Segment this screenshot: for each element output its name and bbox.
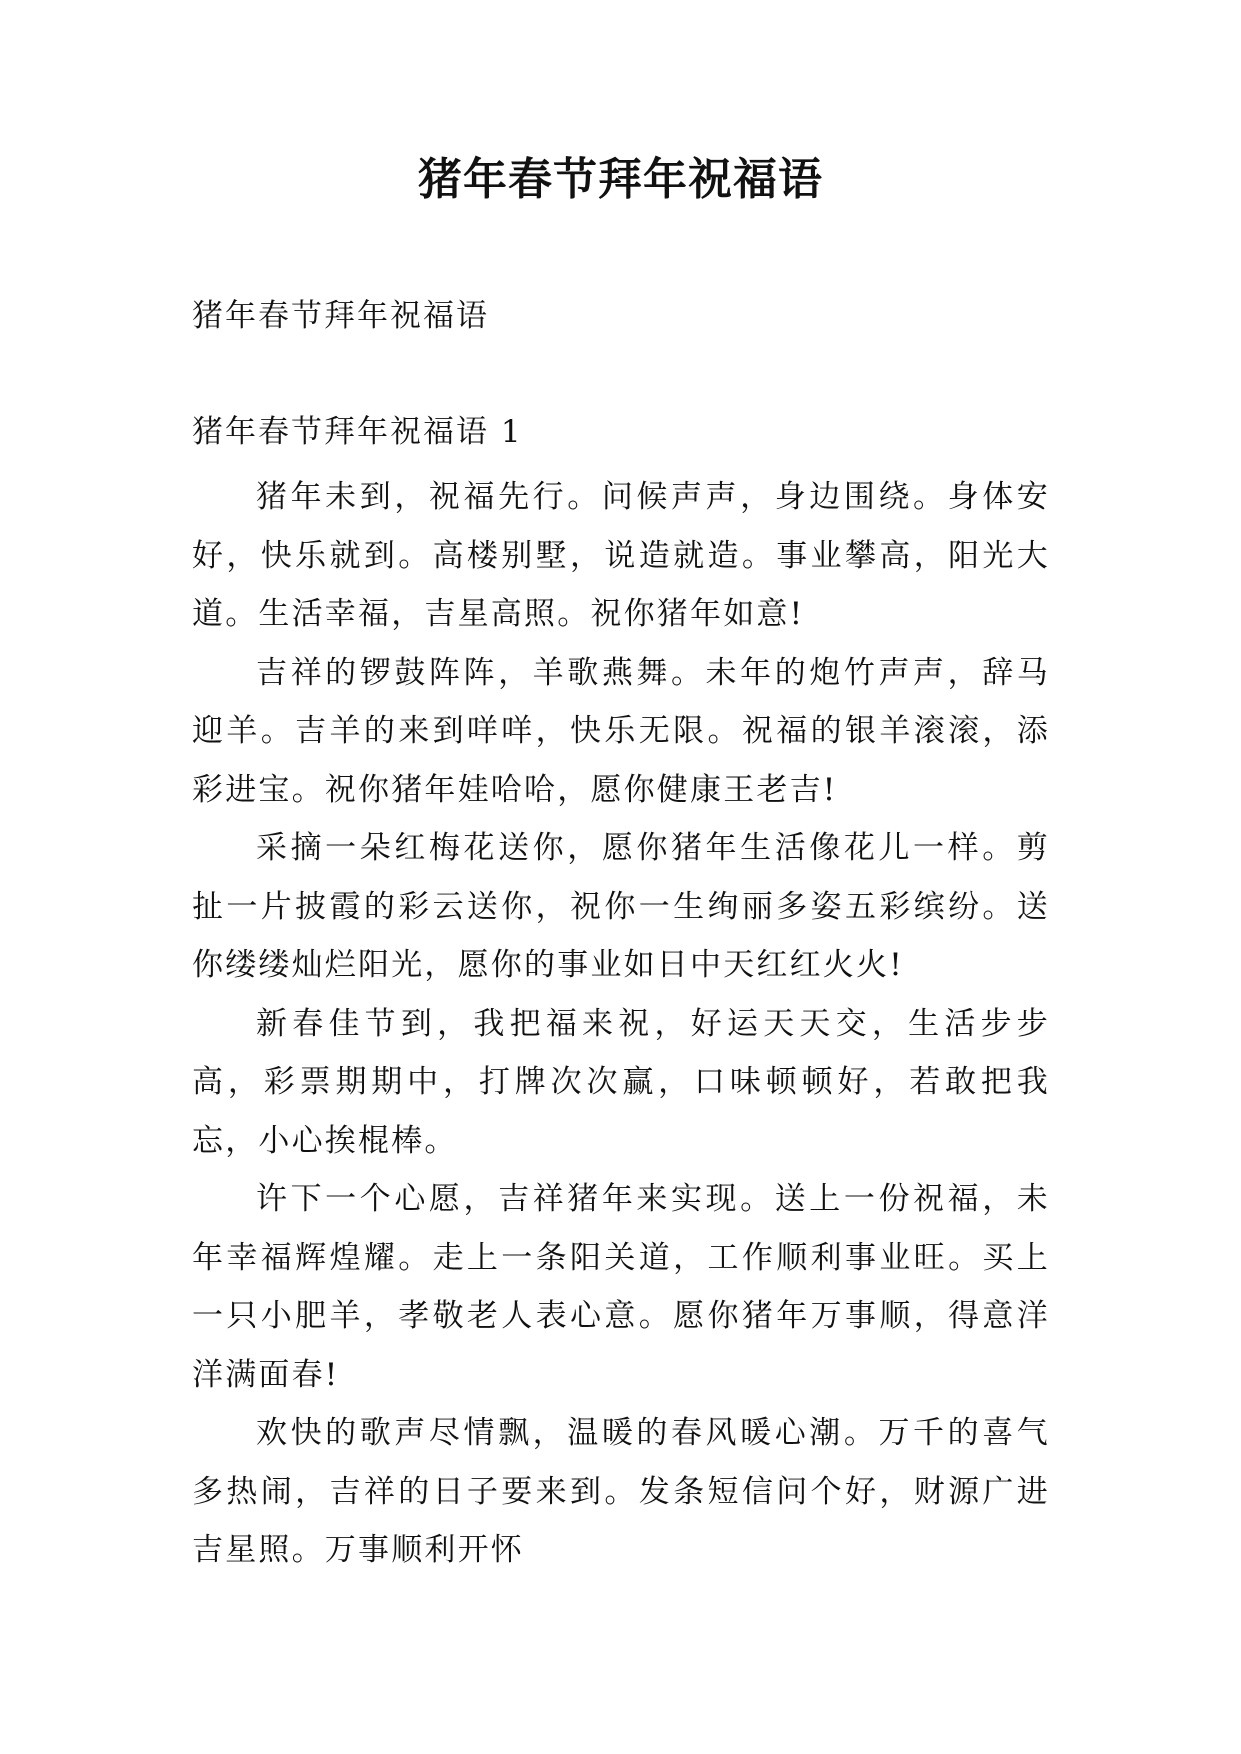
document-title: 猪年春节拜年祝福语 xyxy=(418,154,823,205)
paragraph-1: 猪年未到，祝福先行。问候声声，身边围绕。身体安好，快乐就到。高楼别墅，说造就造。事业攀高，阳光大道。生活幸福，吉星高照。祝你猪年如意! xyxy=(192,479,1050,632)
paragraph-5: 许下一个心愿，吉祥猪年来实现。送上一份祝福，未年幸福辉煌耀。走上一条阳关道，工作顺利事业旺。买上一只小肥羊，孝敬老人表心意。愿你猪年万事顺，得意洋洋满面春! xyxy=(192,1181,1050,1393)
paragraph-3: 采摘一朵红梅花送你，愿你猪年生活像花儿一样。剪扯一片披霞的彩云送你，祝你一生绚丽多姿五彩缤纷。送你缕缕灿烂阳光，愿你的事业如日中天红红火火! xyxy=(192,830,1050,983)
document-subtitle: 猪年春节拜年祝福语 xyxy=(192,298,489,334)
paragraph-6: 欢快的歌声尽情飘，温暖的春风暖心潮。万千的喜气多热闹，吉祥的日子要来到。发条短信问个好，财源广进吉星照。万事顺利开怀 xyxy=(192,1415,1050,1568)
section-heading: 猪年春节拜年祝福语 1 xyxy=(192,414,523,450)
paragraph-4: 新春佳节到，我把福来祝，好运天天交，生活步步高，彩票期期中，打牌次次赢，口味顿顿好，若敢把我忘，小心挨棍棒。 xyxy=(192,1005,1050,1159)
paragraph-2: 吉祥的锣鼓阵阵，羊歌燕舞。未年的炮竹声声，辞马迎羊。吉羊的来到咩咩，快乐无限。祝福的银羊滚滚，添彩进宝。祝你猪年娃哈哈，愿你健康王老吉! xyxy=(192,654,1050,808)
document-body xyxy=(192,468,1050,1580)
